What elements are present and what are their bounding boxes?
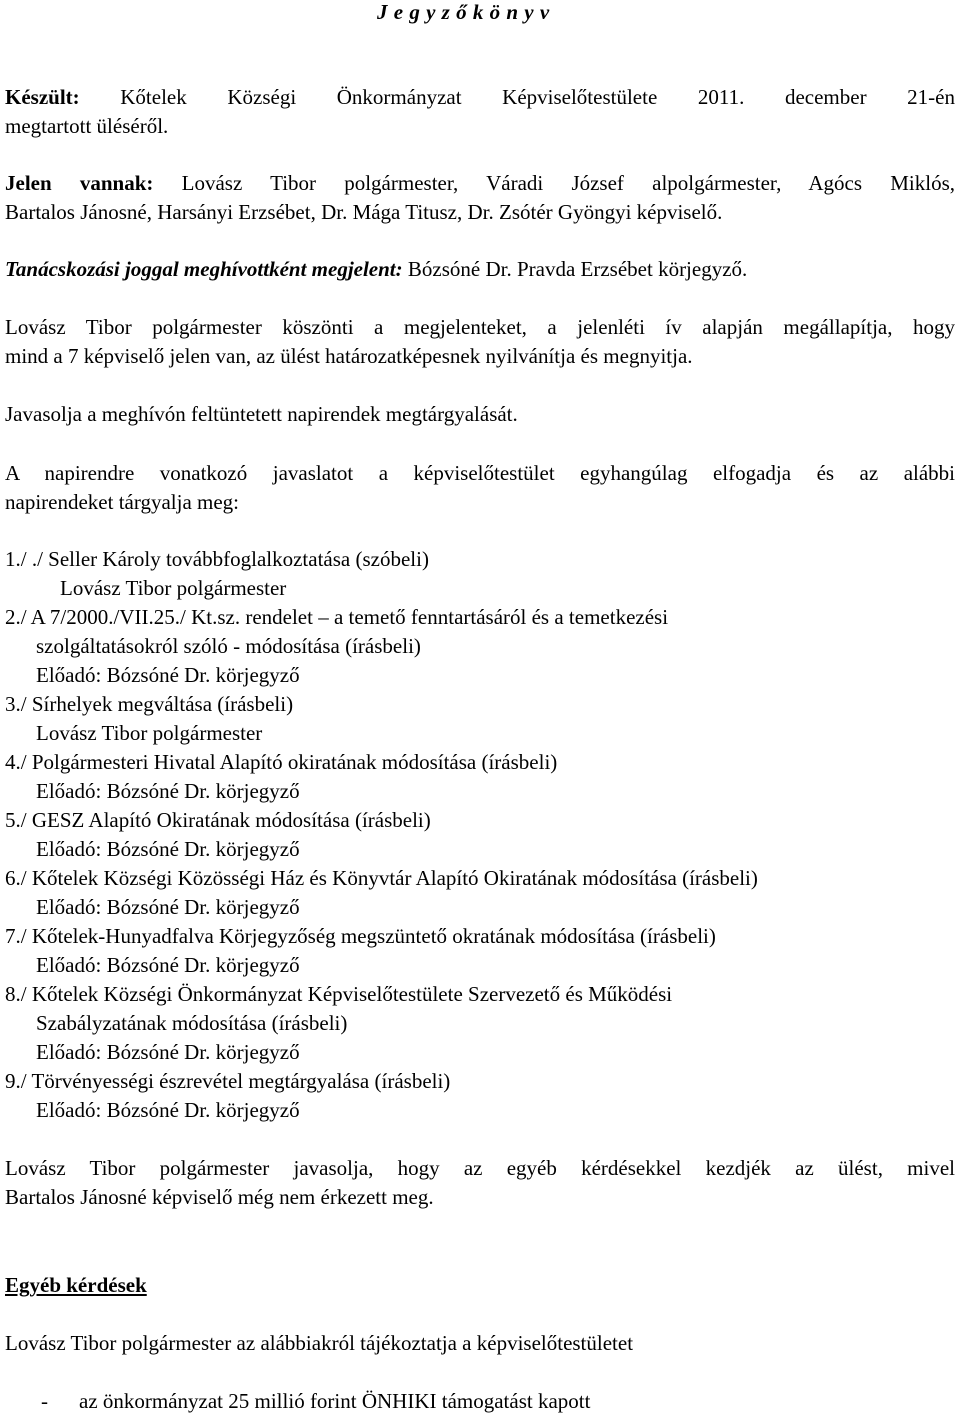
lovasz-javasolja-line2: Bartalos Jánosné képviselő még nem érkezett meg. (5, 1185, 434, 1209)
tanacskozasi-label: Tanácskozási joggal meghívottként megjelent: (5, 257, 403, 281)
agenda-item: 8./ Kőtelek Községi Önkormányzat Képviselőtestülete Szervezető és Működési (5, 982, 673, 1006)
agenda-item: 3./ Sírhelyek megváltása (írásbeli) (5, 692, 294, 716)
agenda-presenter: Előadó: Bózsóné Dr. körjegyző (36, 1040, 300, 1064)
javasolja-paragraph: Javasolja a meghívón feltüntetett napirendek megtárgyalását. (5, 402, 518, 426)
agenda-presenter: Lovász Tibor polgármester (60, 576, 287, 600)
lovasz-javasolja-line1: Lovász Tibor polgármester javasolja, hogy az egyéb kérdésekkel kezdjék az ülést, mivel (5, 1156, 955, 1180)
agenda-item-continuation: Szabályzatának módosítása (írásbeli) (36, 1011, 348, 1035)
keszult-text: Kőtelek Községi Önkormányzat Képviselőtestülete 2011. december 21-én (120, 85, 955, 109)
koszonti-line2: mind a 7 képviselő jelen van, az ülést határozatképesnek nyilvánítja és megnyitja. (5, 344, 693, 368)
agenda-item: 9./ Törvényességi észrevétel megtárgyalása (írásbeli) (5, 1069, 451, 1093)
keszult-label: Készült: (5, 85, 80, 109)
bullet-text: az önkormányzat 25 millió forint ÖNHIKI támogatást kapott (79, 1389, 591, 1413)
koszonti-line1: Lovász Tibor polgármester köszönti a megjelenteket, a jelenléti ív alapján megállapítja, hogy (5, 315, 955, 339)
keszult-paragraph-line2: megtartott üléséről. (5, 114, 169, 138)
document-title: J e g y z ő k ö n y v (377, 0, 550, 24)
tanacskozasi-value: Bózsóné Dr. Pravda Erzsébet körjegyző. (407, 257, 748, 281)
napirendre-line2: napirendeket tárgyalja meg: (5, 490, 240, 514)
agenda-presenter: Előadó: Bózsóné Dr. körjegyző (36, 1098, 300, 1122)
agenda-item: 1./ ./ Seller Károly továbbfoglalkoztatása (szóbeli) (5, 547, 429, 571)
tajekoztatja-paragraph: Lovász Tibor polgármester az alábbiakról tájékoztatja a képviselőtestületet (5, 1331, 634, 1355)
agenda-item: 2./ A 7/2000./VII.25./ Kt.sz. rendelet – a temető fenntartásáról és a temetkezési (5, 605, 669, 629)
agenda-presenter: Előadó: Bózsóné Dr. körjegyző (36, 779, 300, 803)
jelen-paragraph-line1 (5, 169, 955, 198)
jelen-label: Jelen vannak: (5, 171, 154, 195)
agenda-item: 5./ GESZ Alapító Okiratának módosítása (írásbeli) (5, 808, 431, 832)
agenda-presenter: Előadó: Bózsóné Dr. körjegyző (36, 895, 300, 919)
napirendre-line1: A napirendre vonatkozó javaslatot a képviselőtestület egyhangúlag elfogadja és az alábbi (5, 461, 955, 485)
jelen-paragraph-line2: Bartalos Jánosné, Harsányi Erzsébet, Dr. Mága Titusz, Dr. Zsótér Gyöngyi képviselő. (5, 200, 723, 224)
agenda-item: 4./ Polgármesteri Hivatal Alapító okiratának módosítása (írásbeli) (5, 750, 558, 774)
tanacskozasi-paragraph (5, 255, 747, 284)
agenda-presenter: Előadó: Bózsóné Dr. körjegyző (36, 663, 300, 687)
keszult-paragraph-line1 (5, 83, 955, 112)
agenda-item: 6./ Kőtelek Községi Közösségi Ház és Könyvtár Alapító Okiratának módosítása (írásbeli) (5, 866, 758, 890)
agenda-item-continuation: szolgáltatásokról szóló - módosítása (írásbeli) (36, 634, 421, 658)
agenda-presenter: Előadó: Bózsóné Dr. körjegyző (36, 953, 300, 977)
agenda-presenter: Lovász Tibor polgármester (36, 721, 263, 745)
jelen-text: Lovász Tibor polgármester, Váradi József alpolgármester, Agócs Miklós, (181, 171, 956, 195)
bullet-dash: - (41, 1389, 48, 1413)
agenda-item: 7./ Kőtelek-Hunyadfalva Körjegyzőség megszüntető okratának módosítása (írásbeli) (5, 924, 716, 948)
egyeb-kerdesek-heading: Egyéb kérdések (5, 1273, 147, 1297)
agenda-presenter: Előadó: Bózsóné Dr. körjegyző (36, 837, 300, 861)
